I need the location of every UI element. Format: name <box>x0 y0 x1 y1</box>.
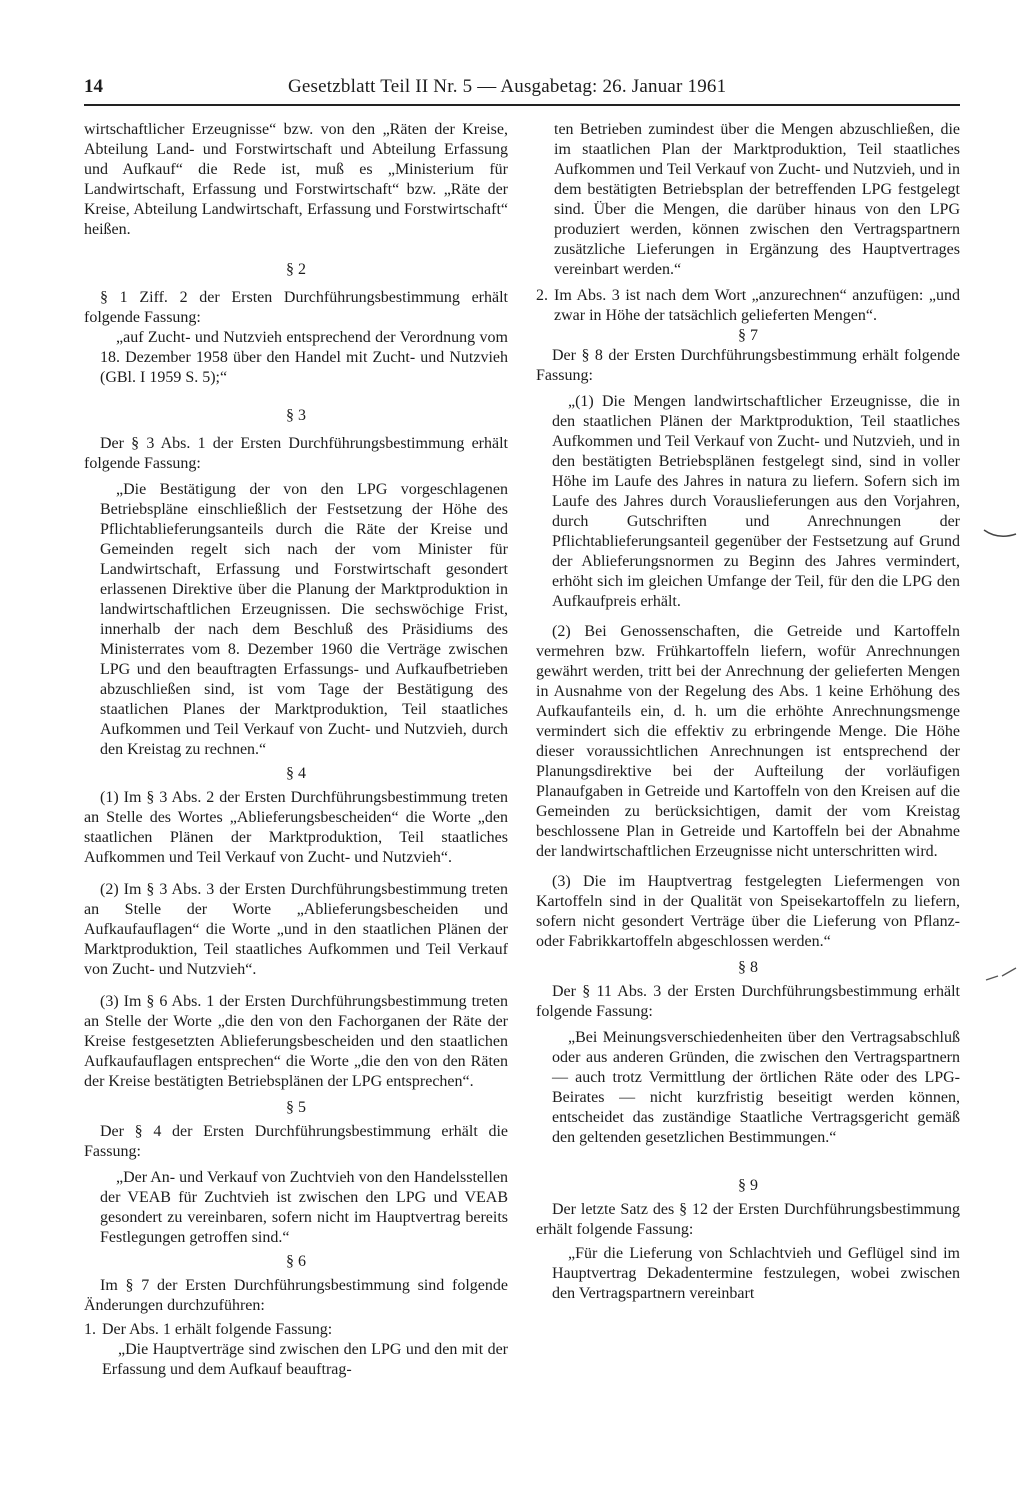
list-item <box>536 286 960 326</box>
section-heading-5: § 5 <box>286 1099 306 1116</box>
list-item-quote: „Die Hauptverträge sind zwischen den LPG und den mit der Erfassung und dem Aufkauf beauftrag- <box>102 1341 508 1378</box>
section-3-quote: „Die Bestätigung der von den LPG vorgeschlagenen Betriebspläne einschließlich der Festsetzung der Höhe des Pflichtablieferungsanteils durch die Räte der Kreise und Gemeinden regelt sich nach der vom Minister für Landwirtschaft, Erfassung und Forstwirtschaft gesondert erlassenen Direktive über die Planung der Marktproduktion in landwirtschaftlichen Erzeugnissen. Die sechswöchige Frist, innerhalb der nach dem Beschluß des Präsidiums des Ministerrates vom 8. Dezember 1960 die Verträge zwischen LPG und den beauftragten Erfassungs- und Aufkaufbetrieben abzuschließen sind, ist vom Tage der Bestätigung des staatlichen Planes der Marktproduktion, Teil staatliches Aufkommen und Teil Verkauf von Zucht- und Nutzvieh, durch den Kreistag zu rechnen.“ <box>100 481 508 758</box>
section-2-intro: § 1 Ziff. 2 der Ersten Durchführungsbestimmung erhält folgende Fassung: <box>84 289 508 326</box>
section-9-quote: „Für die Lieferung von Schlachtvieh und Geflügel sind im Hauptvertrag Dekadentermine festzulegen, wobei zwischen den Vertragspartnern vereinbart <box>552 1245 960 1302</box>
section-heading-6: § 6 <box>286 1253 306 1270</box>
section-heading-4: § 4 <box>286 765 306 782</box>
section-4-paragraph-2: (2) Im § 3 Abs. 3 der Ersten Durchführungsbestimmung treten an Stelle der Worte „Ablieferungsbescheiden und Aufkaufauflagen“ die Worte „und in den staatlichen Plänen der Marktproduktion, Teil staatliches Aufkommen und Teil Verkauf von Zucht- und Nutzvieh“. <box>84 881 508 978</box>
list-item <box>84 1320 508 1380</box>
section-7-intro: Der § 8 der Ersten Durchführungsbestimmung erhält folgende Fassung: <box>536 347 960 384</box>
list-item-number: 2. <box>536 287 548 304</box>
left-column <box>84 120 508 1380</box>
section-8-intro: Der § 11 Abs. 3 der Ersten Durchführungsbestimmung erhält folgende Fassung: <box>536 983 960 1020</box>
section-4-paragraph-1: (1) Im § 3 Abs. 2 der Ersten Durchführungsbestimmung treten an Stelle des Wortes „Ablieferungsbescheiden“ die Worte „den staatlichen Plänen der Marktproduktion, Teil staatliches Aufkommen und Teil Verkauf von Zucht- und Nutzvieh“. <box>84 789 508 866</box>
section-9-intro: Der letzte Satz des § 12 der Ersten Durchführungsbestimmung erhält folgende Fassung: <box>536 1201 960 1238</box>
section-heading-7: § 7 <box>738 327 758 344</box>
section-3-intro: Der § 3 Abs. 1 der Ersten Durchführungsbestimmung erhält folgende Fassung: <box>84 435 508 472</box>
running-title: Gesetzblatt Teil II Nr. 5 — Ausgabetag: 26. Januar 1961 <box>288 76 727 97</box>
page-number: 14 <box>84 76 103 97</box>
section-5-quote: „Der An- und Verkauf von Zuchtvieh von den Handelsstellen der VEAB für Zuchtvieh ist zwischen den LPG und VEAB gesondert zu vereinbaren, sofern nicht im Hauptvertrag bereits Festlegungen getroffen sind.“ <box>100 1169 508 1246</box>
margin-mark <box>984 966 1018 986</box>
page-header <box>0 72 1024 112</box>
section-7-paragraph-3: (3) Die im Hauptvertrag festgelegten Liefermengen von Kartoffeln sind in der Qualität von Speisekartoffeln zu liefern, sofern nicht gesondert Verträge über die Lieferung von Pflanz- oder Fabrikkartoffeln abgeschlossen werden.“ <box>536 873 960 950</box>
section-7-paragraph-1: „(1) Die Mengen landwirtschaftlicher Erzeugnisse, die in den staatlichen Plänen der Marktproduktion, Teil staatliches Aufkommen und Teil Verkauf von Zucht- und Nutzvieh, und in den bestätigten Betriebsplänen festgelegt sind, sind in voller Höhe im Laufe des Jahres in natura zu liefern. Sofern sich im Laufe des Jahres durch Vorauslieferungen aus den Vorjahren, durch Gutschriften und Anrechnungen der Pflichtablieferungsanteil gegenüber der Festsetzung auf Grund der Ablieferungsnormen zu Beginn des Jahres vermindert, erhöht sich im gleichen Umfange der Teil, für den die LPG den Aufkaufpreis erhält. <box>552 393 960 610</box>
section-heading-2: § 2 <box>286 261 306 278</box>
continued-paragraph: wirtschaftlicher Erzeugnisse“ bzw. von den „Räten der Kreise, Abteilung Land- und Forstwirtschaft und Abteilung Erfassung und Aufkauf“ die Rede ist, muß es „Ministerium für Landwirtschaft, Erfassung und Forstwirtschaft“ bzw. „Räte der Kreise, Abteilung Landwirtschaft, Erfassung und Forstwirtschaft“ heißen. <box>84 121 508 238</box>
section-8-quote: „Bei Meinungsverschiedenheiten über den Vertragsabschluß oder aus anderen Gründen, die zwischen den Vertragspartnern — auch trotz Vermittlung der örtlichen Räte oder des LPG-Beirates — nicht kurzfristig beseitigt werden können, entscheidet das zuständige Staatliche Vertragsgericht gemäß den geltenden gesetzlichen Bestimmungen.“ <box>552 1029 960 1146</box>
section-heading-8: § 8 <box>738 959 758 976</box>
right-column <box>536 120 960 1304</box>
continued-quote: ten Betrieben zumindest über die Mengen abzuschließen, die im staatlichen Plan der Marktproduktion, Teil staatliches Aufkommen und Teil Verkauf von Zucht- und Nutzvieh, und in dem bestätigten Betriebsplan der betreffenden LPG festgelegt sind. Über die Mengen, die darüber hinaus von den LPG produziert werden, können zwischen den Vertragspartnern zusätzliche Lieferungen in Ergänzung des Hauptvertrages vereinbart werden.“ <box>554 121 960 278</box>
section-6-intro: Im § 7 der Ersten Durchführungsbestimmung sind folgende Änderungen durchzuführen: <box>84 1277 508 1314</box>
section-heading-9: § 9 <box>738 1177 758 1194</box>
section-7-paragraph-2: (2) Bei Genossenschaften, die Getreide und Kartoffeln vermehren bzw. Frühkartoffeln liefern, wofür Anrechnungen gewährt werden, tritt bei der Anrechnung der gelieferten Mengen in Ausnahme von der Regelung des Abs. 1 keine Erhöhung des Aufkaufanteils ein, d. h. um die erhöhte Anrechnungsmenge vermindert sich die effektiv zu erbringende Menge. Die Höhe dieser voraussichtlichen Anrechnungen ist entsprechend der Planungsdirektive bei der Aufteilung der vorläufigen Planaufgaben in Getreide und Kartoffeln von den Kreisen auf die Gemeinden zu berücksichtigen, damit der vom Kreistag beschlossene Plan in Getreide und Kartoffeln bei der Abnahme der landwirtschaftlichen Erzeugnisse nicht unterschritten wird. <box>536 623 960 860</box>
section-5-intro: Der § 4 der Ersten Durchführungsbestimmung erhält die Fassung: <box>84 1123 508 1160</box>
margin-mark <box>982 524 1018 544</box>
list-item-text: Im Abs. 3 ist nach dem Wort „anzurechnen“ anzufügen: „und zwar in Höhe der tatsächlich gelieferten Mengen“. <box>554 287 960 324</box>
list-item-text: Der Abs. 1 erhält folgende Fassung: <box>102 1321 333 1338</box>
list-item-number: 1. <box>84 1321 96 1338</box>
section-2-quote: „auf Zucht- und Nutzvieh entsprechend der Verordnung vom 18. Dezember 1958 über den Handel mit Zucht- und Nutzvieh (GBl. I 1959 S. 5);“ <box>100 329 508 386</box>
section-4-paragraph-3: (3) Im § 6 Abs. 1 der Ersten Durchführungsbestimmung treten an Stelle der Worte „die den von den Fachorganen der Räte der Kreise festgesetzten Ablieferungsbescheiden und den staatlichen Aufkaufauflagen entsprechen“ die Worte „die den von den Räten der Kreise bestätigten Betriebsplänen der LPG entsprechen“. <box>84 993 508 1090</box>
section-heading-3: § 3 <box>286 407 306 424</box>
header-rule <box>84 104 960 106</box>
